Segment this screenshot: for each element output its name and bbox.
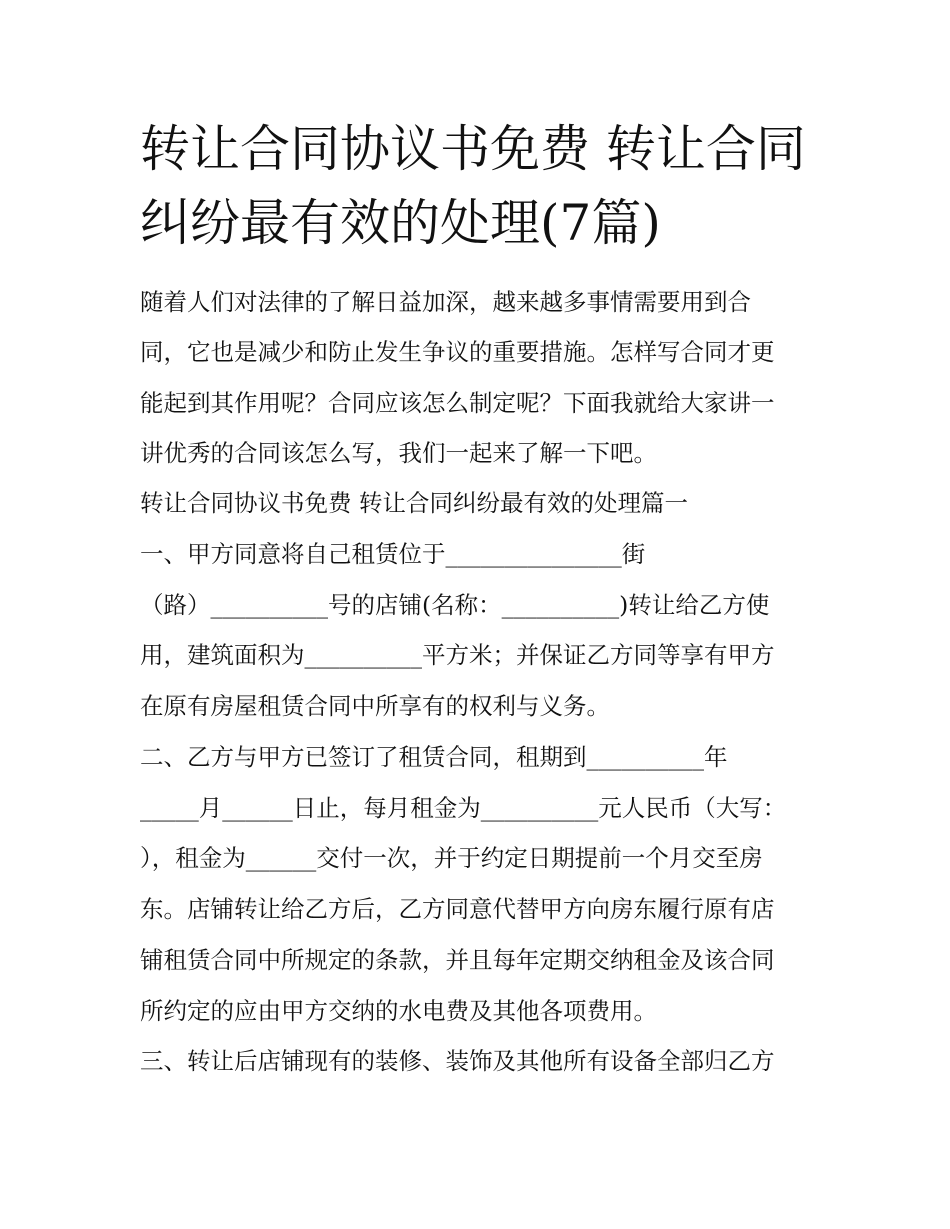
- clause-1-line-4: 在原有房屋租赁合同中所享有的权利与义务。: [140, 692, 610, 720]
- clause-1-line-1: 一、甲方同意将自己租赁位于_______________街: [140, 540, 646, 568]
- title-line-2: 纠纷最有效的处理(7篇): [140, 194, 661, 252]
- intro-line-3: 能起到其作用呢？合同应该怎么制定呢？下面我就给大家讲一: [140, 389, 775, 417]
- section-heading: 转让合同协议书免费 转让合同纠纷最有效的处理篇一: [140, 489, 688, 517]
- title-line-1: 转让合同协议书免费 转让合同: [140, 120, 806, 178]
- clause-2-line-2: _____月______日止，每月租金为__________元人民币（大写：: [140, 794, 787, 822]
- clause-1-line-3: 用，建筑面积为__________平方米；并保证乙方同等享有甲方: [140, 641, 775, 669]
- clause-3-line-1: 三、转让后店铺现有的装修、装饰及其他所有设备全部归乙方: [140, 1047, 775, 1075]
- clause-2-line-1: 二、乙方与甲方已签订了租赁合同，租期到__________年: [140, 743, 728, 771]
- clause-2-line-6: 所约定的应由甲方交纳的水电费及其他各项费用。: [140, 997, 657, 1025]
- clause-2-line-5: 铺租赁合同中所规定的条款，并且每年定期交纳租金及该合同: [140, 946, 775, 974]
- intro-line-2: 同，它也是减少和防止发生争议的重要措施。怎样写合同才更: [140, 338, 775, 366]
- intro-line-1: 随着人们对法律的了解日益加深，越来越多事情需要用到合: [140, 288, 751, 316]
- document-title: [140, 112, 820, 260]
- clause-1-line-2: （路）__________号的店铺(名称：__________)转让给乙方使: [140, 591, 770, 619]
- intro-line-4: 讲优秀的合同该怎么写，我们一起来了解一下吧。: [140, 439, 657, 467]
- clause-2-line-4: 东。店铺转让给乙方后，乙方同意代替甲方向房东履行原有店: [140, 895, 775, 923]
- clause-2-line-3: ），租金为______交付一次，并于约定日期提前一个月交至房: [140, 844, 763, 872]
